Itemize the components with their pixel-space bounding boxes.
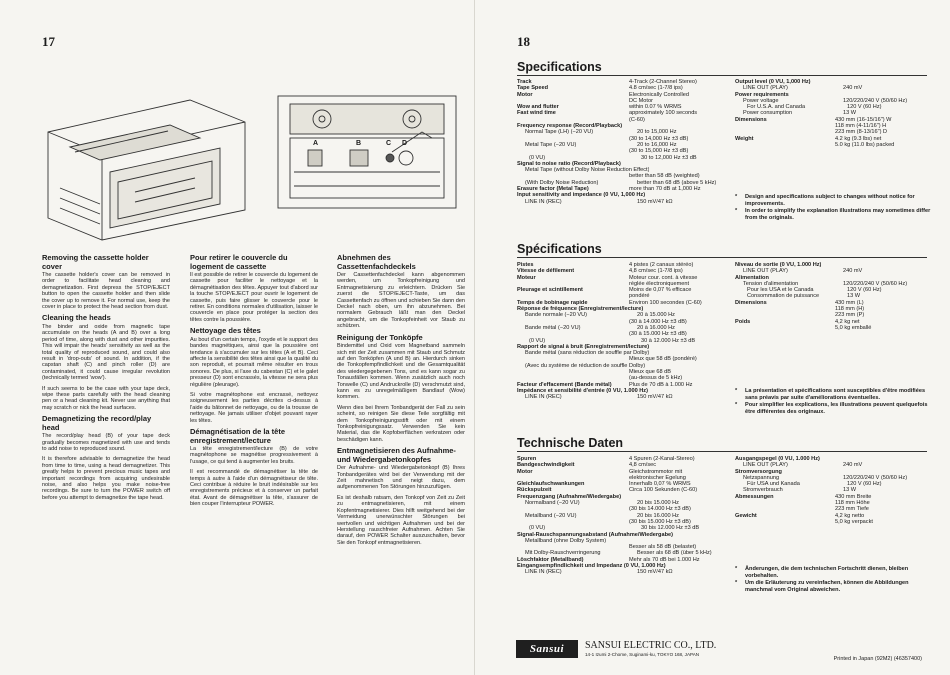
spec-label: Netzspannung [743,474,780,481]
spec-fr-left [517,262,727,401]
spec-value: 5,0 kg verpackt [835,518,873,525]
spec-value: 20 bis 15.000 Hz [637,500,679,507]
label-a: A [313,140,319,147]
spec-label [735,325,835,331]
spec-label: (0 VU) [529,337,546,344]
label-d: D [402,140,408,147]
paragraph: La tête enregistrement/lecture (B) de votre magnétophone se magnétise progressivement à l'usage, ce qui tend à augmenter les bruits. [190,446,318,465]
spec-value: réglée électroniquement [629,280,690,287]
spec-label: Für USA und Kanada [747,481,800,488]
spec-label: Stromversorgung [735,468,782,475]
spec-value: 5,0 kg emballé [835,324,872,331]
spec-label: Erasure factor (Metal Tape) [517,186,589,193]
spec-value: 4,2 kg netto [835,512,865,519]
spec-value: (30 bis 14.000 Hz ±3 dB) [629,506,691,513]
spec-value: 13 W [847,293,861,300]
spec-value: (au-dessus de 5 kHz) [629,375,683,382]
spec-value: 13 W [843,110,857,117]
company-name: SANSUI ELECTRIC CO., LTD. [585,640,717,651]
spec-value: Besser als 58 dB (belastet) [629,544,697,551]
spec-value: (30 à 14.000 Hz ±3 dB) [629,318,687,325]
spec-value: 4.2 kg (9.3 lbs) net [835,135,882,142]
spec-label: LINE IN (REC) [525,198,562,205]
spec-row [735,519,935,525]
spec-label: Facteur d'effacement (Bande métal) [517,381,612,388]
paragraph: Der Cassettenfachdeckel kann abgenommen werden, um Tonkopfreinigung und Entmagnetisierung zu erleichtern. Drücken Sie zuerst die STOP/EJECT-Taste, um das Cassettenfach zu öffnen und schieben Sie dann den Deckel nach oben, um ihn abzunehmen. Bei normalem Gebrauch läßt man den Deckel angebracht, um die Tonkopfeinheit vor Staub zu schützen. [337,272,465,330]
cassette-cover-drawing [40,92,250,242]
spec-label: Impédance et sensibilité d'entrée (0 VU, 1.000 Hz) [517,387,648,394]
spec-label: Gleichlaufschwankungen [517,481,585,488]
paragraph: Si votre magnétophone est encrassé, nettoyez soigneusement les parties décrites ci-dessus à l'aide du bâtonnet de nettoyage, ou de la trousse de nettoyage. Ne jamais utiliser d'objet pouvant rayer les têtes. [190,392,318,424]
spec-label: Eingangsempfindlichkeit und Impedanz (0 VU, 1.000 Hz) [517,563,666,570]
spec-row [735,142,935,148]
spec-label: Signal to noise ratio (Record/Playback) [517,160,621,167]
spec-label: LINE OUT (PLAY) [743,85,788,92]
spec-label: (0 VU) [529,154,546,161]
spec-value: 118 mm Höhe [835,500,870,507]
spec-label: Metal Tape (−20 VU) [525,141,577,148]
spec-label: Vitesse de défilement [517,268,575,275]
spec-value: 118 mm (4-11/16") H [835,123,887,130]
label-b: B [356,140,362,147]
spec-fr-right [735,262,935,331]
spec-fr-notes [735,388,935,416]
spec-value: more than 70 dB at 1,000 Hz [629,186,701,193]
spec-label: For U.S.A. and Canada [747,104,806,111]
spec-value: approximately 100 seconds [629,110,698,117]
section-heading: Nettoyage des têtes [190,326,261,336]
note-text: La présentation et spécifications sont susceptibles d'être modifiées sans préavis par suite d'améliorations éventuelles. [745,388,926,401]
spec-label: Power consumption [743,110,793,117]
spec-value: Mieux que 58 dB (pondéré) [629,356,697,363]
spec-label: LINE OUT (PLAY) [743,462,788,469]
paragraph: Au bout d'un certain temps, l'oxyde et le support des bandes magnétiques, ainsi que la poussière ont tendance à s'accumuler sur les têtes (A et B). Ceci affecte la sensibilité des têtes ainsi que la qualité du son reproduit, et pourrait même résulter en trous sonores. De plus, si l'axe du cabestan (C) et le galet presseur (D) sont encrassés, la vitesse ne sera plus régulière (pleurage). [190,336,318,388]
spec-label: Tension d'alimentation [743,280,799,287]
spec-value: 20 to 16,000 Hz [637,141,677,148]
spec-value: 13 W [843,487,857,494]
spec-row [517,569,727,575]
spec-value: 4,8 cm/sec [629,462,657,469]
paragraph: Der Aufnahme- und Wiedergabetonkopf (B) Ihres Tonbandgerätes wird bei der Verwendung mit der Zeit mahnetisch und neigt dazu, dem aufgenommenen Ton Störungen hinzuzufügen. [337,465,465,491]
section-heading: Pour retirer le couvercle du logement de cassette [190,253,288,271]
spec-label: Weight [735,135,754,142]
german-column [337,254,465,550]
spec-value: Gleichstrommotor mit [629,468,683,475]
spec-value: 150 mV/47 kΩ [637,198,673,205]
spec-value: Electronically Controlled [629,91,690,98]
spec-label: Consommation de puissance [747,293,820,300]
spec-label: Input sensitivity and impedance (0 VU, 1,000 Hz) [517,192,646,199]
section-heading: Removing the cassette holder cover [42,253,149,271]
spec-value: 118 mm (H) [835,306,865,313]
french-column [190,254,318,512]
spec-value: 150 mV/47 kΩ [637,394,673,401]
spec-value: 120 V (60 Hz) [847,104,882,111]
spec-de-left [517,456,727,576]
spec-value: Innerhalb 0,07 % WRMS [629,481,691,488]
print-info: Printed in Japan (92M2) (46357400) [833,656,922,662]
spec-value: (30 à 15.000 Hz ±3 dB) [629,331,687,338]
section-heading: Cleaning the heads [42,313,111,323]
spec-value: 20 to 15,000 Hz [637,129,677,136]
note-bullet: * [735,402,738,409]
spec-value: pondéré [629,293,650,300]
spec-value: 223 mm Tiefe [835,506,869,513]
paragraph: It is therefore advisable to demagnetize the head from time to time, using a head demagnetizer. This greatly helps to prevent precious music tapes and important recordings from acquiring undesirable noise, and also helps you make noise-free recordings. Be sure to turn the POWER switch off before you attempt to demagnetize the tape head. [42,456,170,501]
spec-label: Rapport de signal à bruit (Enregistrement/lecture) [517,343,650,350]
spec-value: DC Motor [629,97,653,104]
spec-label: Output level (0 VU, 1,000 Hz) [735,79,811,85]
spec-value: Moins de 0,07 % efficace [629,287,692,294]
spec-value: 430 mm Breite [835,493,872,500]
spec-en-notes [735,194,935,222]
spec-label: LINE IN (REC) [525,569,562,576]
spec-label: Ausgangspegel (0 VU, 1.000 Hz) [735,456,820,462]
spec-title-fr: Spécifications [517,242,602,256]
paragraph: Il est possible de retirer le couvercle du logement de cassette pour faciliter le nettoyage et la démagnétisation des têtes. Appuyer tout d'abord sur la touche STOP/EJECT pour ouvrir le logement de cassette, puis faire glisser le couvercle pour le retirer. En conditions normales d'utilisation, laisser le couvercle en place pour protéger la section des têtes contre la poussière. [190,272,318,323]
spec-value: (C-60) [629,116,645,123]
paragraph: Wenn dies bei Ihrem Tonbandgerät der Fall zu sein scheint, so reinigen Sie diese Teile sorgfältig mit dem Tonkopfreinigungsstift oder mit einem Tonkopfreinigungssatz. Verwenden Sie kein Material, das die Kopfoberflächen verkratzen oder beschädigen kann. [337,404,465,443]
spec-label [735,142,835,148]
spec-value: 240 mV [843,268,863,275]
spec-label: (Avec du système de réduction de souffle Dolby) [525,362,646,369]
spec-label: LINE IN (REC) [525,394,562,401]
spec-row [517,394,727,400]
note-bullet: * [735,194,738,200]
spec-value: 223 mm (8-13/16") D [835,129,888,136]
spec-label: Stromverbrauch [743,487,783,494]
spec-label: Bande métal (−20 VU) [525,324,581,331]
spec-note [735,580,935,593]
paragraph: The cassette holder's cover can be removed in order to facilitate head cleaning and demagnetization. First depress the STOP/EJECT button to open the cassette holder and then slide the cover up to remove it. For normal use, keep the cover in place to protect the head section from dust. [42,272,170,311]
spec-label: Bande métal (sans réduction de souffle par Dolby) [525,350,650,357]
spec-label: Rückspulzeit [517,487,552,494]
spec-value: 30 à 12.000 Hz ±3 dB [641,337,696,344]
spec-value: 4,2 kg net [835,318,860,325]
spec-note [735,208,935,221]
spec-label: Pistes [517,262,534,268]
head-section-drawing [272,92,462,212]
spec-value: 120 V (60 Hz) [847,481,882,488]
spec-value: Environ 100 secondes (C-60) [629,299,702,306]
spec-label: Wow and flutter [517,104,559,111]
spec-rule-fr [517,257,927,258]
spec-value: elektronischer Egelung [629,474,686,481]
spec-label: (With Dolby Noise Reduction) [525,179,599,186]
section-heading: Entmagnetisieren des Aufnahme- und Wiedergabetonkopfes [337,446,456,464]
spec-value: 120 V (60 Hz) [847,287,882,294]
english-column [42,254,170,505]
section-heading: Demagnetizing the record/play head [42,414,152,432]
spec-label: Mit Dolby-Rauschverringerung [525,550,601,557]
note-text: Pour simplifier les explications, les illustrations peuvent quelquefois être différentes des originaux. [745,402,928,415]
spec-label: Fast wind time [517,110,556,117]
spec-value: 120/220/240 V (50/60 Hz) [843,280,908,287]
head-section-illustration [272,92,462,212]
spec-value: 4,8 cm/sec (1-7/8 ips) [629,268,683,275]
company-address: 14-1 Izumi 2-Chome, Suginami-ku, TOKYO 168, JAPAN [585,652,700,657]
spec-label: Metallband (ohne Dolby System) [525,537,607,544]
spec-label: Track [517,79,532,85]
spec-value: 20 à 15.000 Hz [637,312,675,319]
spec-value: Besser als 68 dB (über 5 kHz) [637,550,712,557]
spec-value: Mieux que 68 dB [629,369,671,376]
spec-label: Temps de bobinage rapide [517,299,588,306]
note-text: In order to simplify the explanation illustrations may sometimes differ from the originals. [745,208,931,221]
spec-value: 223 mm (P) [835,312,865,319]
page-number-right: 18 [517,34,530,49]
spec-rule-de [517,451,927,452]
spec-label: Gewicht [735,512,757,519]
label-c: C [386,140,392,147]
note-bullet: * [735,566,738,572]
sansui-logo: Sansui [516,640,578,658]
note-bullet: * [735,208,738,215]
section-heading: Démagnétisation de la tête enregistrement/lecture [190,427,286,445]
spec-title-de: Technische Daten [517,436,624,450]
spec-value: 30 to 12,000 Hz ±3 dB [641,154,697,161]
spec-label: Bandgeschwindigkeit [517,462,575,469]
note-text: Um die Erläuterung zu vereinfachen, können die Abbildungen manchmal vom Original abweichen. [745,580,909,593]
spec-en-left [517,79,727,205]
spec-note [735,566,935,579]
spec-value: 4.8 cm/sec (1-7/8 ips) [629,85,683,92]
cassette-cover-illustration [40,92,250,242]
note-bullet: * [735,580,738,587]
spec-value: 20 à 16.000 Hz [637,324,675,331]
spec-row [735,325,935,331]
spec-label: Spuren [517,456,537,462]
spec-value: Moteur cour. cont. à vitesse [629,274,698,281]
spec-label: Normalband (−20 VU) [525,500,580,507]
spec-value: 240 mV [843,462,863,469]
spec-label: Signal-Rauschspannungsabstand (Aufnahme/Wiedergabe) [517,531,673,538]
spec-value: better than 58 dB (weighted) [629,173,700,180]
spec-label: Alimentation [735,274,769,281]
note-bullet: * [735,388,738,394]
spec-value: 430 mm (L) [835,299,864,306]
spec-value: 120/220/240 V (50/60 Hz) [843,474,908,481]
spec-value: 20 bis 16.000 Hz [637,512,679,519]
paragraph: Bindemittel und Oxid vom Magnetband sammeln sich mit der Zeit zusammen mit Staub und Schmutz auf den Tonköpfen (A und B) an. Hierdurch sinken die Tonkopfempfindlichkeit und die Gesamtqualität des wiedergegebenen Tons, und es kann sogar zu Tonausfällen kommen. Wenn zusätzlich auch noch Tonwelle (C) und Andruckrolle (D) verschmutzt sind, kann es zu unregelmäßigem Bandlauf (Wow) kommen. [337,343,465,401]
spec-label: Moteur [517,274,536,281]
spec-rule-en [517,75,927,76]
spec-label: Poids [735,318,751,325]
section-heading: Abnehmen des Cassettenfachdeckels [337,253,416,271]
spec-de-notes [735,566,935,594]
spec-note [735,402,935,415]
spec-value: within 0.07 % WRMS [629,104,682,111]
paragraph: Es ist deshalb ratsam, den Tonkopf von Zeit zu Zeit zu entmagnetisieren, mit einem Kopfentmagnetisierer. Dies hilft weitgehend bei der Vermeidung unerwünschter Störungen bei wertvollen und wichtigen Aufnahmen und bei der Herstellung rauschfreier Aufnahmen. Achten Sie darauf, den POWER Schalter auszuschalten, bevor Sie den Tonkopf entmagnetisieren. [337,494,465,546]
spec-label: Bande normale (−20 VU) [525,312,588,319]
spec-note [735,194,935,207]
spec-value: 30 bis 12.000 Hz ±3 dB [641,525,700,532]
paragraph: The binder and oxide from magnetic tape accumulate on the heads (A and B) over a long period of time, along with dust and other impurities. This will impair the heads' sensitivity as well as the total quality of reproduced sound, and could also result in 'drop-outs' of sound. In addition, if the capstan shaft (C) and pinch roller (D) are contaminated, it could cause irregular revolution (technically termed 'wow'). [42,323,170,382]
spec-label: Dimensions [735,299,767,306]
spec-en-right [735,79,935,148]
section-heading: Reinigung der Tonköpfe [337,332,423,342]
spec-value: 240 mV [843,85,863,92]
paragraph: The record/play head (B) of your tape deck gradually becomes magnetized with use and tends to add noise to reproduced sound. [42,433,170,453]
spec-label: Abmessungen [735,493,774,500]
spec-label: Pleurage et scintillement [517,287,583,294]
spec-value: 120/220/240 V (50/60 Hz) [843,97,908,104]
spec-value: (30 bis 15.000 Hz ±3 dB) [629,518,691,525]
spec-label: Motor [517,468,533,475]
spec-value: 5.0 kg (11.0 lbs) packed [835,141,895,148]
note-text: Änderungen, die dem technischen Fortschritt dienen, bleiben vorbehalten. [745,566,909,579]
spec-label: Metal Tape (without Dolby Noise Reduction Effect) [525,167,650,174]
spec-label: Frequenzgang (Aufnahme/Wiedergabe) [517,493,622,500]
spec-label: Power requirements [735,91,789,98]
page-number-left: 17 [42,34,55,49]
spec-value: (30 to 15,000 Hz ±3 dB) [629,148,689,155]
spec-label: Réponse de fréquence (Enregistrement/lecture) [517,306,644,313]
spec-label: Normal Tape (LH) (−20 VU) [525,129,594,136]
spec-value: Mehr als 70 dB bei 1.000 Hz [629,556,700,563]
paragraph: If such seems to be the case with your tape deck, wipe these parts carefully with the head cleaning pen or a head cleaning kit. Never use anything that may scratch or nick the head surfaces. [42,385,170,411]
spec-label: Power voltage [743,97,779,104]
spec-label: Tape Speed [517,85,548,92]
spec-value: 4 pistes (2 canaux stéréo) [629,262,694,268]
spec-label [735,519,835,525]
spec-value: better than 68 dB (above 5 kHz) [637,179,717,186]
spec-value: (30 to 14,000 Hz ±3 dB) [629,135,689,142]
spec-value: Plus de 70 dB à 1.000 Hz [629,381,693,388]
spec-label: Niveau de sortie (0 VU, 1.000 Hz) [735,262,822,268]
paragraph: Il est recommandé de démagnétiser la tête de temps à autre à l'aide d'un démagnétiseur de tête. Ceci contribue à réduire le bruit indésirable sur les enregistrements précieux et à conserver un parfait état. Avant de démagnétiser la tête, s'assurer de bien couper l'interrupteur POWER. [190,469,318,508]
spec-label: LINE OUT (PLAY) [743,268,788,275]
spec-label: Frequency response (Record/Playback) [517,123,623,130]
spec-value: 4-Track (2-Channel Stereo) [629,79,697,85]
right-page [475,0,950,675]
spec-title-en: Specifications [517,60,602,74]
spec-label: (0 VU) [529,525,546,532]
spec-note [735,388,935,401]
spec-value: 4 Spuren (2-Kanal-Stereo) [629,456,695,462]
spec-label: Löschfaktor (Metallband) [517,556,584,563]
spec-value: 150 mV/47 kΩ [637,569,673,576]
spec-label: Motor [517,91,533,98]
note-text: Design and specifications subject to changes without notice for improvements. [745,194,915,207]
spec-label: Dimensions [735,116,767,123]
spec-value: 430 mm (16-15/16") W [835,116,892,123]
spec-label: Pour les USA et le Canada [747,287,814,294]
spec-value: Circa 100 Sekunden (C-60) [629,487,698,494]
spec-label: Metallband (−20 VU) [525,512,577,519]
spec-row [517,199,727,205]
spec-de-right [735,456,935,525]
